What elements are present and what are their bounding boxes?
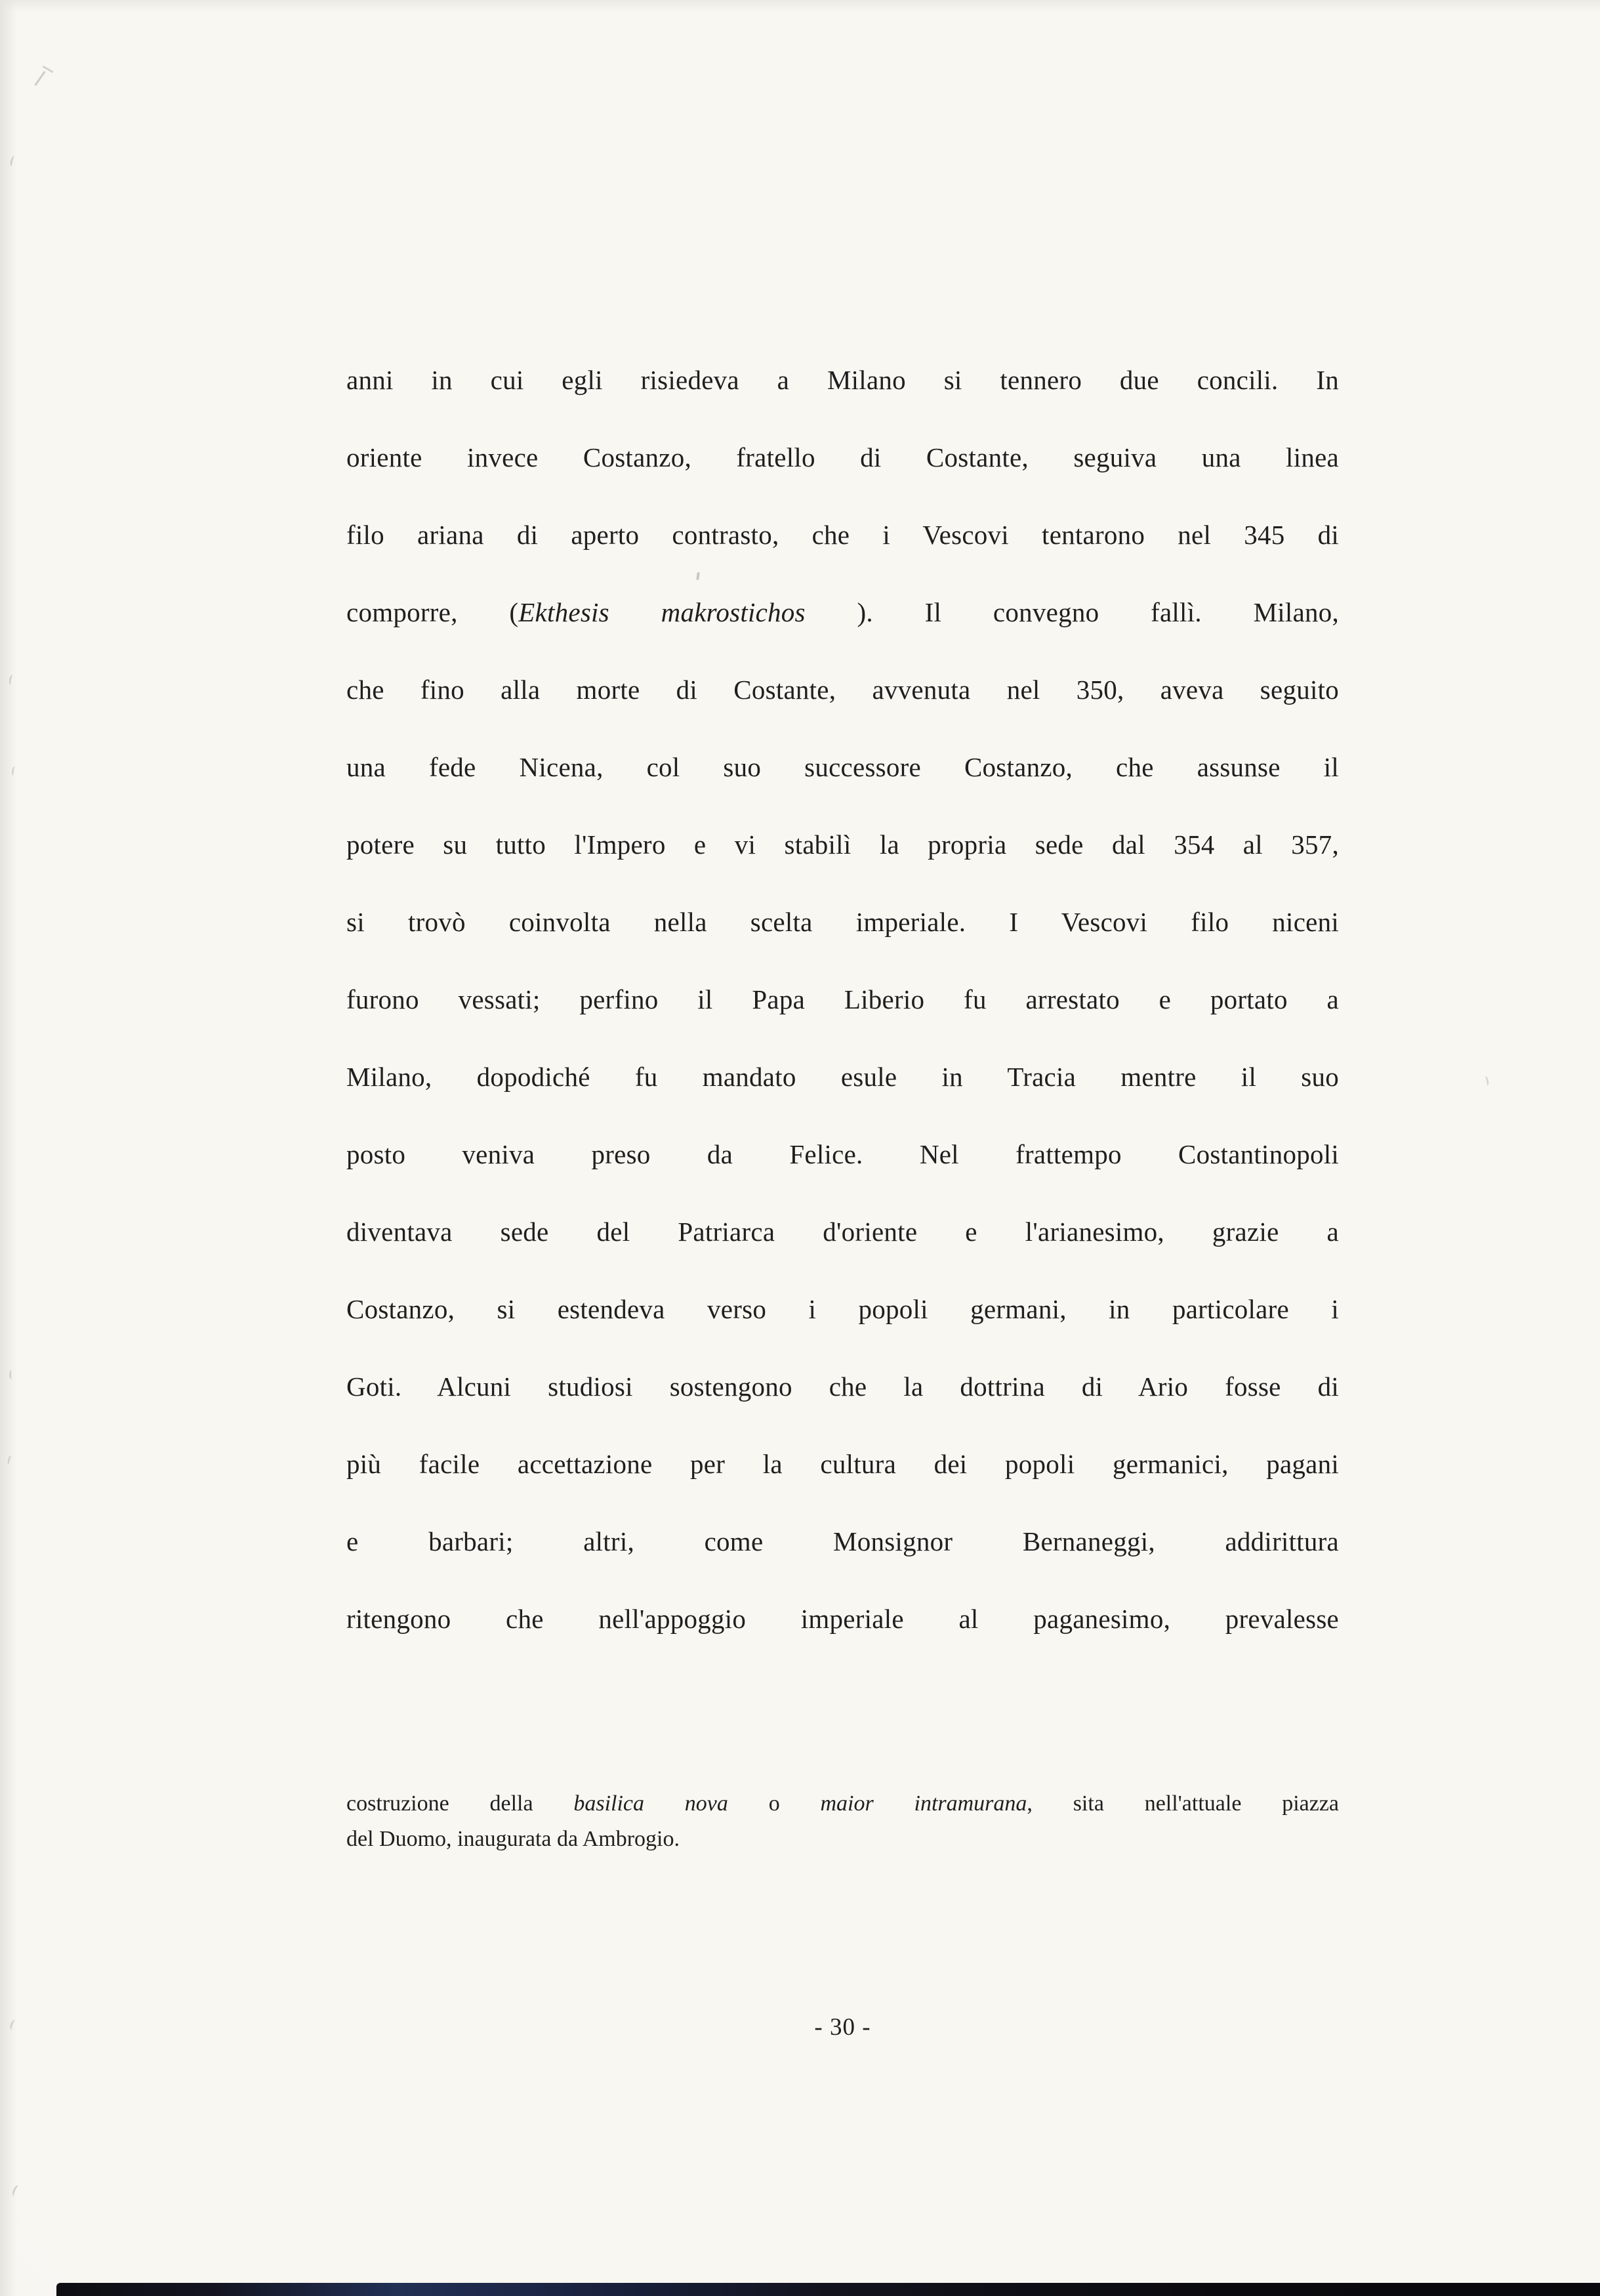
text-segment: oriente invece Costanzo, fratello di Costante, seguiva una linea <box>346 442 1339 472</box>
body-text <box>346 341 1339 1658</box>
text-segment: si trovò coinvolta nella scelta imperiale. I Vescovi filo niceni <box>346 907 1339 937</box>
italic-text-segment: basilica nova <box>573 1791 728 1816</box>
text-segment: ). Il convegno fallì. Milano, <box>805 597 1340 627</box>
body-line <box>346 806 1339 883</box>
body-line <box>346 496 1339 574</box>
footnote-line <box>346 1786 1339 1822</box>
text-segment: potere su tutto l'Impero e vi stabilì la propria sede dal 354 al 357, <box>346 829 1339 860</box>
text-segment: costruzione della <box>346 1791 574 1816</box>
italic-text-segment: maior intramurana <box>820 1791 1027 1816</box>
text-segment: del Duomo, inaugurata da Ambrogio. <box>346 1827 680 1851</box>
body-line <box>346 1580 1339 1658</box>
scan-artifact <box>42 66 53 73</box>
text-segment: filo ariana di aperto contrasto, che i Vescovi tentarono nel 345 di <box>346 520 1339 550</box>
body-line <box>346 728 1339 806</box>
body-line <box>346 419 1339 496</box>
body-line <box>346 1348 1339 1425</box>
scan-edge-top <box>0 0 1600 12</box>
italic-text-segment: Ekthesis makrostichos <box>518 597 806 627</box>
body-line <box>346 651 1339 728</box>
body-line <box>346 341 1339 419</box>
text-segment: anni in cui egli risiedeva a Milano si tennero due concili. In <box>346 365 1339 395</box>
text-segment: Goti. Alcuni studiosi sostengono che la dottrina di Ario fosse di <box>346 1371 1339 1402</box>
body-line <box>346 1425 1339 1503</box>
body-line <box>346 574 1339 651</box>
text-segment: comporre, ( <box>346 597 519 627</box>
scan-edge-left <box>0 0 17 2296</box>
body-line <box>346 1038 1339 1116</box>
text-segment: più facile accettazione per la cultura dei popoli germanici, pagani <box>346 1449 1339 1479</box>
text-segment: , sita nell'attuale piazza <box>1027 1791 1340 1816</box>
text-segment: diventava sede del Patriarca d'oriente e l'arianesimo, grazie a <box>346 1217 1339 1247</box>
footnote-line <box>346 1822 1339 1857</box>
scan-edge-bottom <box>56 2283 1600 2296</box>
text-segment: che fino alla morte di Costante, avvenuta nel 350, aveva seguito <box>346 675 1339 705</box>
scan-artifact <box>34 71 45 86</box>
text-segment: o <box>728 1791 821 1816</box>
text-segment: Costanzo, si estendeva verso i popoli germani, in particolare i <box>346 1294 1339 1324</box>
text-segment: e barbari; altri, come Monsignor Bernaneggi, addirittura <box>346 1526 1339 1556</box>
body-line <box>346 883 1339 961</box>
scan-artifact <box>1483 1075 1490 1086</box>
text-segment: furono vessati; perfino il Papa Liberio fu arrestato e portato a <box>346 984 1339 1014</box>
page-number: - 30 - <box>814 2014 871 2041</box>
body-line <box>346 1116 1339 1193</box>
body-line <box>346 961 1339 1038</box>
text-segment: posto veniva preso da Felice. Nel frattempo Costantinopoli <box>346 1139 1339 1169</box>
body-line <box>346 1270 1339 1348</box>
body-line <box>346 1193 1339 1270</box>
text-segment: Milano, dopodiché fu mandato esule in Tracia mentre il suo <box>346 1062 1339 1092</box>
footnote <box>346 1786 1339 1857</box>
body-line <box>346 1503 1339 1580</box>
text-segment: ritengono che nell'appoggio imperiale al paganesimo, prevalesse <box>346 1604 1339 1634</box>
text-segment: una fede Nicena, col suo successore Costanzo, che assunse il <box>346 752 1339 782</box>
